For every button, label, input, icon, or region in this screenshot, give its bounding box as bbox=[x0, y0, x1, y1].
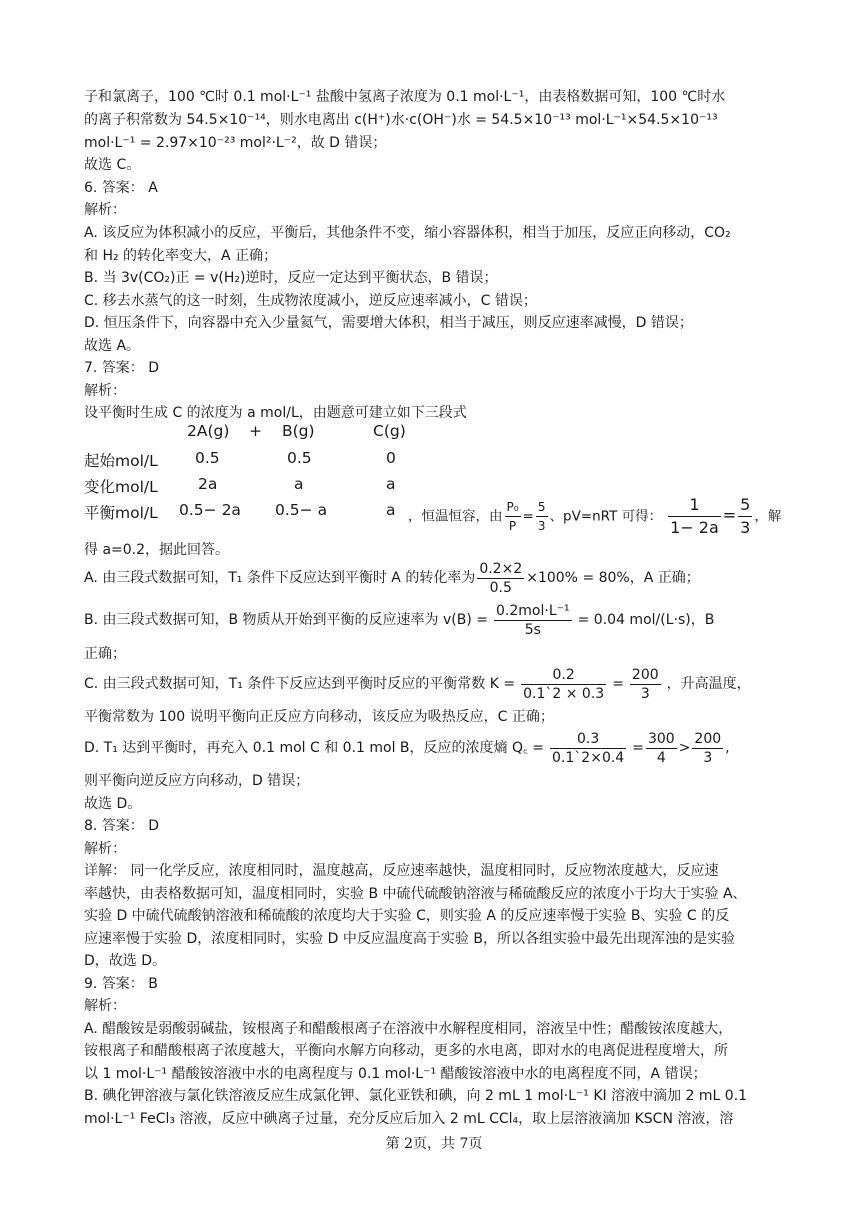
fraction-k: $\frac{0.2}{0.1`2 \times 0.3}$ bbox=[523, 666, 605, 702]
option-c-line: C. 由三段式数据可知，T₁ 条件下反应达到平衡时反应的平衡常数 K = $\frac{0.2}{0.1`2 \times 0.3}$ = $\frac{200}{3}$ ，升高温度， bbox=[84, 666, 751, 702]
analysis-label: 解析： bbox=[84, 841, 126, 857]
table-row-label: 平衡mol/L bbox=[84, 504, 158, 522]
table-cell: 0.5− a bbox=[275, 501, 328, 519]
table-header-B: B(g) bbox=[282, 422, 315, 440]
text-line: 故选 C。 bbox=[84, 157, 141, 173]
text-line: D. 恒压条件下，向容器中充入少量氦气，需要增大体积，相当于减压，则反应速率减慢，D 错误； bbox=[84, 315, 693, 331]
table-cell: 0.5 bbox=[287, 449, 312, 467]
text-line: 的离子积常数为 54.5×10⁻¹⁴，则水电离出 c(H⁺)水·c(OH⁻)水 = 54.5×10⁻¹³ mol·L⁻¹×54.5×10⁻¹³ bbox=[84, 112, 718, 128]
table-header-C: C(g) bbox=[373, 422, 406, 440]
text-line: 铵根离子和醋酸根离子浓度越大，平衡向水解方向移动，更多的水电离，即对水的电离促进程度增大，所 bbox=[84, 1043, 728, 1059]
text-line: B. 碘化钾溶液与氯化铁溶液反应生成氯化钾、氯化亚铁和碘，向 2 mL 1 mol·L⁻¹ KI 溶液中滴加 2 mL 0.1 bbox=[84, 1088, 748, 1104]
table-cell: 2a bbox=[198, 475, 218, 493]
table-cell: a bbox=[294, 475, 304, 493]
fraction-5-3-large: $\frac{5}{3}$ bbox=[740, 495, 751, 537]
text-line: 故选 D。 bbox=[84, 796, 142, 812]
table-cell: a bbox=[386, 501, 396, 519]
option-b-line: B. 由三段式数据可知，B 物质从开始到平衡的反应速率为 v(B) = $\frac{\text{0.2mol·L⁻¹}}{5s}$ = 0.04 mol/(L·s)，B bbox=[84, 602, 715, 638]
table-cell: 0.5− 2a bbox=[179, 501, 241, 519]
table-header-2A: 2A(g) bbox=[187, 422, 230, 440]
text-line: 以 1 mol·L⁻¹ 醋酸铵溶液中水的电离程度与 0.1 mol·L⁻¹ 醋酸铵溶液中水的电离程度不同，A 错误； bbox=[84, 1066, 707, 1082]
fraction-qc: $\frac{0.3}{0.1`2\times 0.4}$ bbox=[552, 730, 625, 766]
fraction-rate: $\frac{\text{0.2mol·L⁻¹}}{5s}$ bbox=[496, 602, 570, 638]
page-footer: 第 2页，共 7页 bbox=[385, 1136, 483, 1152]
text-line: 则平衡向逆反应方向移动，D 错误； bbox=[84, 773, 310, 789]
text-line: D，故选 D。 bbox=[84, 953, 167, 969]
text-line: 得 a=0.2，据此回答。 bbox=[84, 542, 230, 558]
text-line: 详解： 同一化学反应，浓度相同时，温度越高，反应速率越快，温度相同时，反应物浓度越大，反应速 bbox=[84, 863, 719, 879]
fraction-5-3: $\frac{5}{3}$ bbox=[537, 500, 546, 533]
text-line: C. 移去水蒸气的这一时刻，生成物浓度减小，逆反应速率减小，C 错误； bbox=[84, 293, 537, 309]
option-d-line: D. T₁ 达到平衡时，再充入 0.1 mol C 和 0.1 mol B，反应的浓度熵 Q꜀ = $\frac{0.3}{0.1`2\times 0.4}$ = $\frac{300}{4}$ > $\frac{200}{3}$ , bbox=[84, 730, 730, 766]
fraction-conversion: $\frac{0.2\times 2}{0.5}$ bbox=[479, 560, 523, 596]
table-cell: 0.5 bbox=[195, 449, 220, 467]
table-cell: 0 bbox=[386, 449, 396, 467]
text-line: A. 醋酸铵是弱酸弱碱盐，铵根离子和醋酸根离子在溶液中水解程度相同，溶液呈中性；醋酸铵浓度越大， bbox=[84, 1021, 733, 1037]
text-line: 应速率慢于实验 D，浓度相同时，实验 D 中反应温度高于实验 B，所以各组实验中最先出现浑浊的是实验 bbox=[84, 931, 735, 947]
analysis-label: 解析： bbox=[84, 383, 126, 399]
table-cell: a bbox=[386, 475, 396, 493]
text-line: 实验 D 中硫代硫酸钠溶液和稀硫酸的浓度均大于实验 C，则实验 A 的反应速率慢于实验 B、实验 C 的反 bbox=[84, 908, 730, 924]
question-answer: 6. 答案： A bbox=[84, 180, 158, 196]
fraction-300-4: $\frac{300}{4}$ bbox=[647, 730, 675, 766]
question-answer: 8. 答案： D bbox=[84, 818, 160, 834]
fraction-200-3: $\frac{200}{3}$ bbox=[631, 666, 659, 702]
formula-line: ，恒温恒容，由 $\frac{\text{P₀}}{P}$ = $\frac{5}{3}$ 、pV=nRT 可得： $\frac{1}{1- 2a}$ = $\frac{5}{3}$ ，解 bbox=[408, 495, 782, 537]
text-line: A. 该反应为体积减小的反应，平衡后，其他条件不变，缩小容器体积，相当于加压，反应正向移动，CO₂ bbox=[84, 225, 731, 241]
analysis-label: 解析： bbox=[84, 202, 126, 218]
fraction-200-3: $\frac{200}{3}$ bbox=[694, 730, 722, 766]
text-line: 故选 A。 bbox=[84, 338, 141, 354]
analysis-label: 解析： bbox=[84, 998, 126, 1014]
option-a-line: A. 由三段式数据可知，T₁ 条件下反应达到平衡时 A 的转化率为 $\frac{0.2\times 2}{0.5}$ ×100% = 80%，A 正确； bbox=[84, 560, 700, 596]
text-line: 平衡常数为 100 说明平衡向正反应方向移动，该反应为吸热反应，C 正确； bbox=[84, 709, 554, 725]
question-answer: 7. 答案： D bbox=[84, 360, 160, 376]
text-line: mol·L⁻¹ FeCl₃ 溶液，反应中碘离子过量，充分反应后加入 2 mL CCl₄，取上层溶液滴加 KSCN 溶液，溶 bbox=[84, 1111, 734, 1127]
text-line: 设平衡时生成 C 的浓度为 a mol/L，由题意可建立如下三段式 bbox=[84, 405, 467, 421]
text-line: B. 当 3v(CO₂)正 = v(H₂)逆时，反应一定达到平衡状态，B 错误； bbox=[84, 270, 498, 286]
question-answer: 9. 答案： B bbox=[84, 976, 158, 992]
table-row-label: 起始mol/L bbox=[84, 452, 158, 470]
table-header-plus: + bbox=[249, 422, 262, 440]
text-line: 正确； bbox=[84, 646, 126, 662]
text-line: 率越快，由表格数据可知，温度相同时，实验 B 中硫代硫酸钠溶液与稀硫酸反应的浓度小于均大于实验 A、 bbox=[84, 886, 747, 902]
fraction-p0-p: $\frac{\text{P₀}}{P}$ bbox=[506, 500, 519, 533]
fraction-1-1-2a: $\frac{1}{1- 2a}$ bbox=[670, 495, 719, 537]
text-line: 和 H₂ 的转化率变大，A 正确； bbox=[84, 248, 278, 264]
text-line: mol·L⁻¹ = 2.97×10⁻²³ mol²·L⁻²，故 D 错误； bbox=[84, 135, 387, 151]
table-row-label: 变化mol/L bbox=[84, 478, 158, 496]
text-line: 子和氯离子，100 ℃时 0.1 mol·L⁻¹ 盐酸中氢离子浓度为 0.1 mol·L⁻¹，由表格数据可知，100 ℃时水 bbox=[84, 89, 726, 105]
